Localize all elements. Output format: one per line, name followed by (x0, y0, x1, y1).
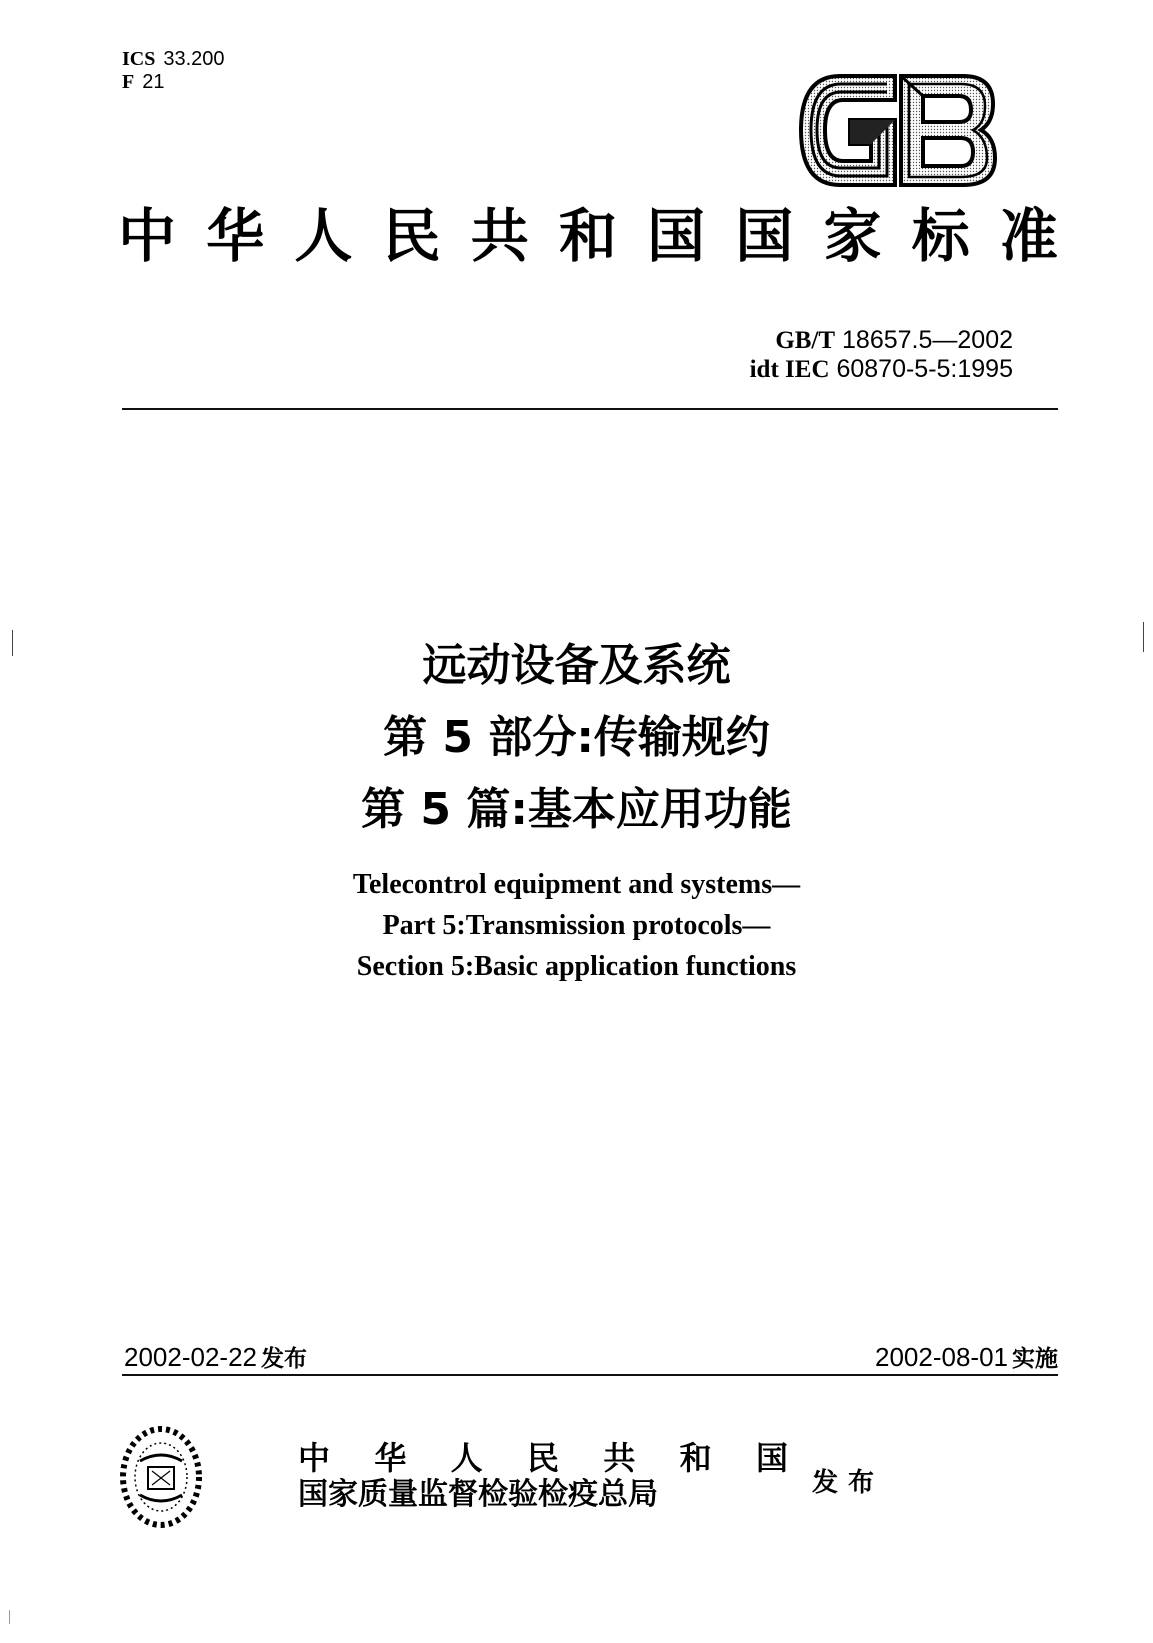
english-title-line-1: Telecontrol equipment and systems— (352, 869, 801, 900)
gb-logo-icon (795, 68, 1000, 193)
chinese-title-line-1: 远动设备及系统 (422, 640, 731, 691)
issue-date-suffix: 发布 (261, 1346, 307, 1372)
publisher-char: 华 (374, 1439, 407, 1477)
implementation-date-suffix: 实施 (1012, 1346, 1058, 1372)
ccs-label: F (122, 71, 135, 93)
date-divider (122, 1374, 1058, 1376)
publisher-char: 共 (603, 1439, 636, 1477)
title-char: 人 (294, 202, 353, 270)
title-char: 家 (823, 202, 882, 270)
implementation-date-value: 2002-08-01 (875, 1342, 1008, 1372)
chinese-title (0, 630, 1153, 846)
publisher-char: 中 (298, 1439, 331, 1477)
ccs-code (122, 71, 225, 94)
publisher-line-1 (298, 1440, 788, 1476)
publisher-char: 民 (526, 1439, 559, 1477)
equivalence-prefix: idt IEC (749, 356, 830, 383)
publish-verb: 发布 (812, 1468, 885, 1498)
ics-code (122, 48, 225, 71)
english-title-line-2: Part 5:Transmission protocols— (382, 910, 771, 941)
standard-prefix: GB/T (775, 327, 836, 354)
title-char: 准 (999, 202, 1058, 270)
title-char: 和 (558, 202, 617, 270)
aqsiq-emblem-icon (118, 1425, 204, 1530)
title-char: 中 (118, 202, 177, 270)
equivalence-line (750, 355, 1013, 384)
title-char: 标 (911, 202, 970, 270)
ccs-value: 21 (142, 71, 165, 93)
issue-date (124, 1340, 307, 1373)
national-standard-title (118, 198, 1058, 274)
publisher-char: 国 (755, 1439, 788, 1477)
standard-number (750, 326, 1013, 384)
scan-margin-mark-bottom (9, 1610, 10, 1624)
title-char: 共 (470, 202, 529, 270)
title-char: 国 (735, 202, 794, 270)
publisher-char: 和 (679, 1439, 712, 1477)
title-char: 国 (647, 202, 706, 270)
implementation-date (875, 1340, 1058, 1373)
standard-number-line (750, 326, 1013, 355)
issue-date-value: 2002-02-22 (124, 1342, 257, 1372)
publisher-line-2: 国家质量监督检验检疫总局 (298, 1477, 658, 1512)
ics-label: ICS (122, 48, 156, 70)
publisher-char: 人 (450, 1439, 483, 1477)
ics-value: 33.200 (163, 48, 225, 70)
equivalence-id: 60870-5-5:1995 (836, 355, 1013, 383)
english-title (0, 864, 1153, 987)
publisher (298, 1440, 788, 1514)
classification-codes (122, 48, 225, 94)
header-divider (122, 408, 1058, 410)
english-title-line-3: Section 5:Basic application functions (356, 951, 797, 982)
chinese-title-line-3: 第 5 篇:基本应用功能 (361, 784, 792, 835)
title-char: 民 (382, 202, 441, 270)
standard-id: 18657.5—2002 (842, 326, 1013, 354)
title-char: 华 (206, 202, 265, 270)
chinese-title-line-2: 第 5 部分:传输规约 (383, 712, 770, 763)
